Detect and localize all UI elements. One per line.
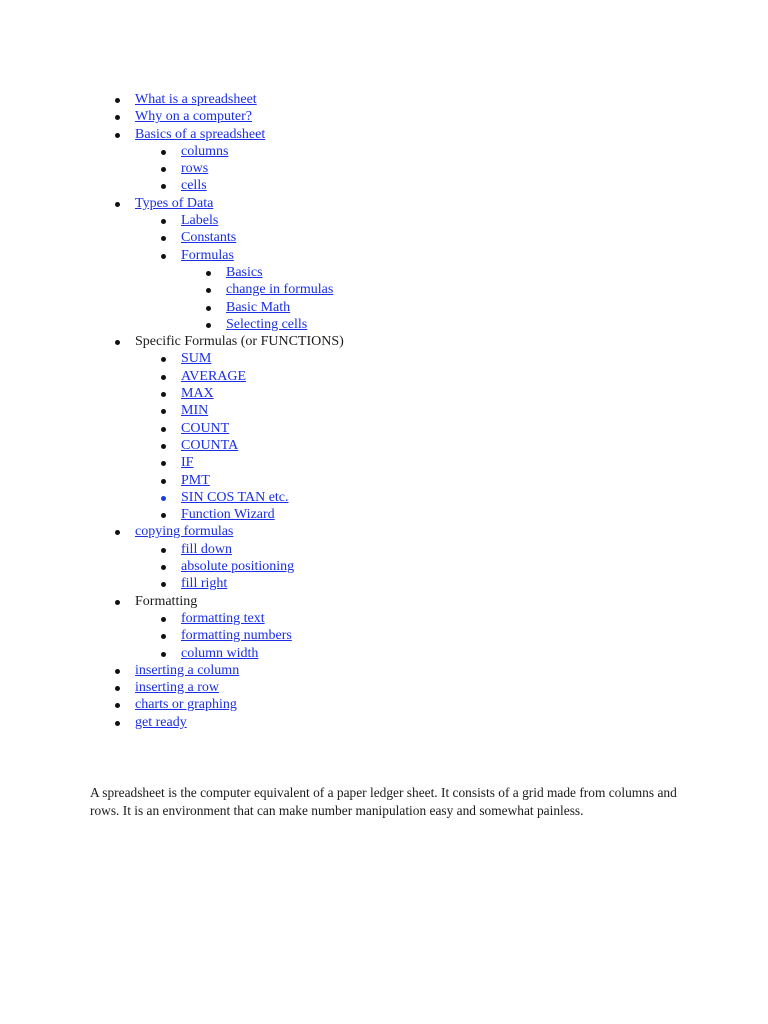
link-labels[interactable]: Labels <box>181 213 219 229</box>
bullet-icon <box>115 530 120 535</box>
link-inserting-row[interactable]: inserting a row <box>135 680 219 696</box>
bullet-icon <box>206 323 211 328</box>
toc-item-cells <box>0 177 344 194</box>
toc-item-column-width <box>0 645 344 662</box>
link-what-is-spreadsheet[interactable]: What is a spreadsheet <box>135 92 257 107</box>
bullet-icon <box>161 184 166 189</box>
toc-item-why-computer <box>0 108 344 125</box>
link-counta[interactable]: COUNTA <box>181 437 239 453</box>
link-inserting-column[interactable]: inserting a column <box>135 662 240 678</box>
toc-item-inserting-column <box>0 662 344 679</box>
link-min[interactable]: MIN <box>181 403 209 419</box>
bullet-icon <box>206 306 211 311</box>
link-sin-cos-tan[interactable]: SIN COS TAN etc. <box>181 489 289 505</box>
toc-item-specific-formulas <box>0 333 344 350</box>
bullet-icon <box>115 133 120 138</box>
link-basics[interactable]: Basics of a spreadsheet <box>135 126 266 142</box>
link-constants[interactable]: Constants <box>181 230 237 246</box>
toc-item-types <box>0 195 344 212</box>
bullet-icon <box>161 617 166 622</box>
intro-paragraph: A spreadsheet is the computer equivalent of a paper ledger sheet. It consists of a grid made from columns and rows. It is an environment that can make number manipulation easy and somewhat painless. <box>90 785 677 818</box>
toc-item-labels <box>0 212 344 229</box>
toc-item-formatting-text <box>0 610 344 627</box>
bullet-icon <box>115 115 120 120</box>
bullet-icon <box>161 254 166 259</box>
link-rows[interactable]: rows <box>181 161 209 177</box>
link-basic-math[interactable]: Basic Math <box>226 299 291 315</box>
bullet-icon <box>161 357 166 362</box>
toc-item-counta <box>0 437 344 454</box>
bullet-icon <box>115 703 120 708</box>
bullet-icon <box>206 288 211 293</box>
link-cells[interactable]: cells <box>181 178 207 194</box>
link-function-wizard[interactable]: Function Wizard <box>181 507 275 523</box>
link-charts-or-graphing[interactable]: charts or graphing <box>135 697 237 713</box>
toc-item-absolute-positioning <box>0 558 344 575</box>
link-formula-basics[interactable]: Basics <box>226 264 263 280</box>
bullet-icon <box>161 427 166 432</box>
link-pmt[interactable]: PMT <box>181 472 210 488</box>
bullet-icon <box>161 548 166 553</box>
toc-item-what-is <box>0 91 344 108</box>
bullet-icon <box>115 98 120 103</box>
link-types-of-data[interactable]: Types of Data <box>135 195 214 211</box>
bullet-icon <box>161 150 166 155</box>
toc-item-sin-cos-tan <box>0 489 344 506</box>
link-why-on-computer[interactable]: Why on a computer? <box>135 109 253 125</box>
bullet-icon <box>161 582 166 587</box>
bullet-icon <box>161 236 166 241</box>
toc-item-formula-basics <box>0 264 344 281</box>
toc-item-function-wizard <box>0 506 344 523</box>
link-absolute-positioning[interactable]: absolute positioning <box>181 559 295 575</box>
toc-item-pmt <box>0 472 344 489</box>
link-sum[interactable]: SUM <box>181 351 212 367</box>
link-selecting-cells[interactable]: Selecting cells <box>226 316 308 332</box>
toc-item-constants <box>0 229 344 246</box>
link-if[interactable]: IF <box>181 455 194 471</box>
toc-item-if <box>0 454 344 471</box>
link-fill-down[interactable]: fill down <box>181 541 232 557</box>
toc-item-max <box>0 385 344 402</box>
link-average[interactable]: AVERAGE <box>181 368 247 384</box>
toc-item-selecting-cells <box>0 316 344 333</box>
link-copying-formulas[interactable]: copying formulas <box>135 524 234 540</box>
bullet-icon <box>115 202 120 207</box>
toc-item-formatting <box>0 593 344 610</box>
toc-item-change-in-formulas <box>0 281 344 298</box>
toc-item-min <box>0 402 344 419</box>
toc-item-sum <box>0 350 344 367</box>
toc-item-columns <box>0 143 344 160</box>
link-formulas[interactable]: Formulas <box>181 247 234 263</box>
toc-item-formulas <box>0 247 344 264</box>
toc-item-formatting-numbers <box>0 627 344 644</box>
bullet-icon <box>161 634 166 639</box>
toc-item-average <box>0 368 344 385</box>
bullet-icon <box>161 444 166 449</box>
toc-item-get-ready <box>0 714 344 731</box>
link-count[interactable]: COUNT <box>181 420 230 436</box>
bullet-icon <box>161 219 166 224</box>
label-specific-formulas: Specific Formulas (or FUNCTIONS) <box>135 334 344 350</box>
link-fill-right[interactable]: fill right <box>181 576 228 592</box>
bullet-icon <box>161 496 166 501</box>
bullet-icon <box>161 375 166 380</box>
link-max[interactable]: MAX <box>181 386 214 402</box>
label-formatting: Formatting <box>135 593 198 609</box>
link-column-width[interactable]: column width <box>181 645 259 661</box>
bullet-icon <box>115 600 120 605</box>
toc-item-fill-right <box>0 575 344 592</box>
toc-item-rows <box>0 160 344 177</box>
toc-item-charts <box>0 696 344 713</box>
bullet-icon <box>115 669 120 674</box>
link-formatting-text[interactable]: formatting text <box>181 610 265 626</box>
toc-item-inserting-row <box>0 679 344 696</box>
toc-item-count <box>0 420 344 437</box>
bullet-icon <box>206 271 211 276</box>
toc-item-copying <box>0 523 344 540</box>
link-formatting-numbers[interactable]: formatting numbers <box>181 628 292 644</box>
bullet-icon <box>161 392 166 397</box>
bullet-icon <box>161 652 166 657</box>
bullet-icon <box>115 340 120 345</box>
bullet-icon <box>161 513 166 518</box>
bullet-icon <box>115 721 120 726</box>
bullet-icon <box>115 686 120 691</box>
bullet-icon <box>161 479 166 484</box>
link-columns[interactable]: columns <box>181 143 229 159</box>
table-of-contents <box>0 91 344 731</box>
bullet-icon <box>161 409 166 414</box>
bullet-icon <box>161 167 166 172</box>
link-get-ready[interactable]: get ready <box>135 714 187 730</box>
toc-item-fill-down <box>0 541 344 558</box>
toc-item-basics <box>0 126 344 143</box>
bullet-icon <box>161 461 166 466</box>
toc-item-basic-math <box>0 299 344 316</box>
link-change-in-formulas[interactable]: change in formulas <box>226 282 334 298</box>
bullet-icon <box>161 565 166 570</box>
